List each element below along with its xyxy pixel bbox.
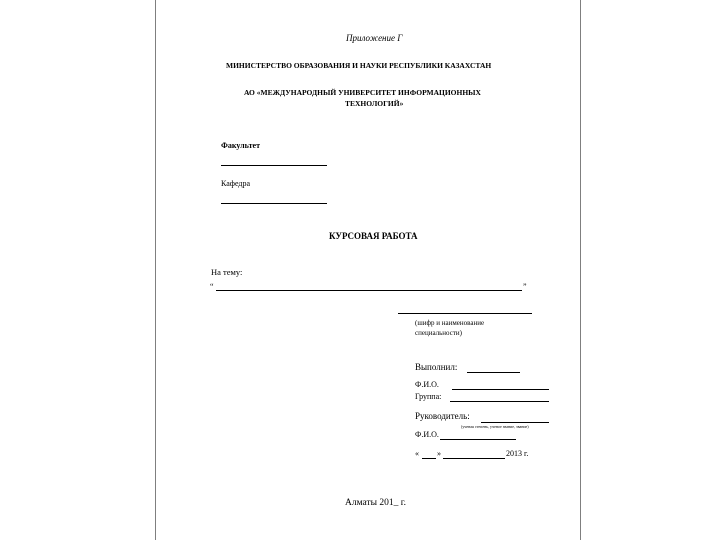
university-line-1: АО «МЕЖДУНАРОДНЫЙ УНИВЕРСИТЕТ ИНФОРМАЦИОННЫХ bbox=[244, 88, 481, 97]
department-label: Кафедра bbox=[221, 179, 251, 188]
supervisor-label: Руководитель: bbox=[415, 411, 470, 421]
document-page bbox=[155, 0, 581, 540]
group-line bbox=[450, 401, 549, 402]
performed-label: Выполнил: bbox=[415, 362, 458, 372]
university-line-2: ТЕХНОЛОГИЙ» bbox=[345, 99, 404, 108]
appendix-label: Приложение Г bbox=[346, 33, 403, 43]
topic-line bbox=[216, 290, 522, 291]
specialty-note-line-1: (шифр и наименование bbox=[415, 319, 485, 327]
date-year: 2013 г. bbox=[506, 449, 529, 458]
specialty-line bbox=[398, 313, 532, 314]
supervisor-line bbox=[481, 422, 549, 423]
date-month-line bbox=[443, 458, 505, 459]
fio-label: Ф.И.О. bbox=[415, 380, 439, 389]
topic-close-quote: ” bbox=[523, 282, 527, 291]
date-close: » bbox=[437, 449, 441, 458]
date-day-line bbox=[422, 458, 436, 459]
fio2-label: Ф.И.О. bbox=[415, 430, 439, 439]
supervisor-hint: (ученая степень, ученое звание, звание) bbox=[461, 424, 529, 429]
specialty-note-line-2: специальности) bbox=[415, 329, 462, 337]
topic-label: На тему: bbox=[211, 267, 243, 277]
document-title: КУРСОВАЯ РАБОТА bbox=[329, 231, 418, 241]
group-label: Группа: bbox=[415, 392, 442, 401]
ministry-heading: МИНИСТЕРСТВО ОБРАЗОВАНИЯ И НАУКИ РЕСПУБЛИКИ КАЗАХСТАН bbox=[226, 61, 492, 70]
topic-open-quote: “ bbox=[210, 282, 214, 291]
city-year: Алматы 201_ г. bbox=[345, 498, 407, 508]
performed-line bbox=[467, 372, 520, 373]
date-open: « bbox=[415, 449, 419, 458]
department-line bbox=[221, 203, 327, 204]
fio2-line bbox=[440, 439, 516, 440]
fio-line bbox=[452, 389, 549, 390]
faculty-line bbox=[221, 165, 327, 166]
faculty-label: Факультет bbox=[221, 141, 260, 150]
